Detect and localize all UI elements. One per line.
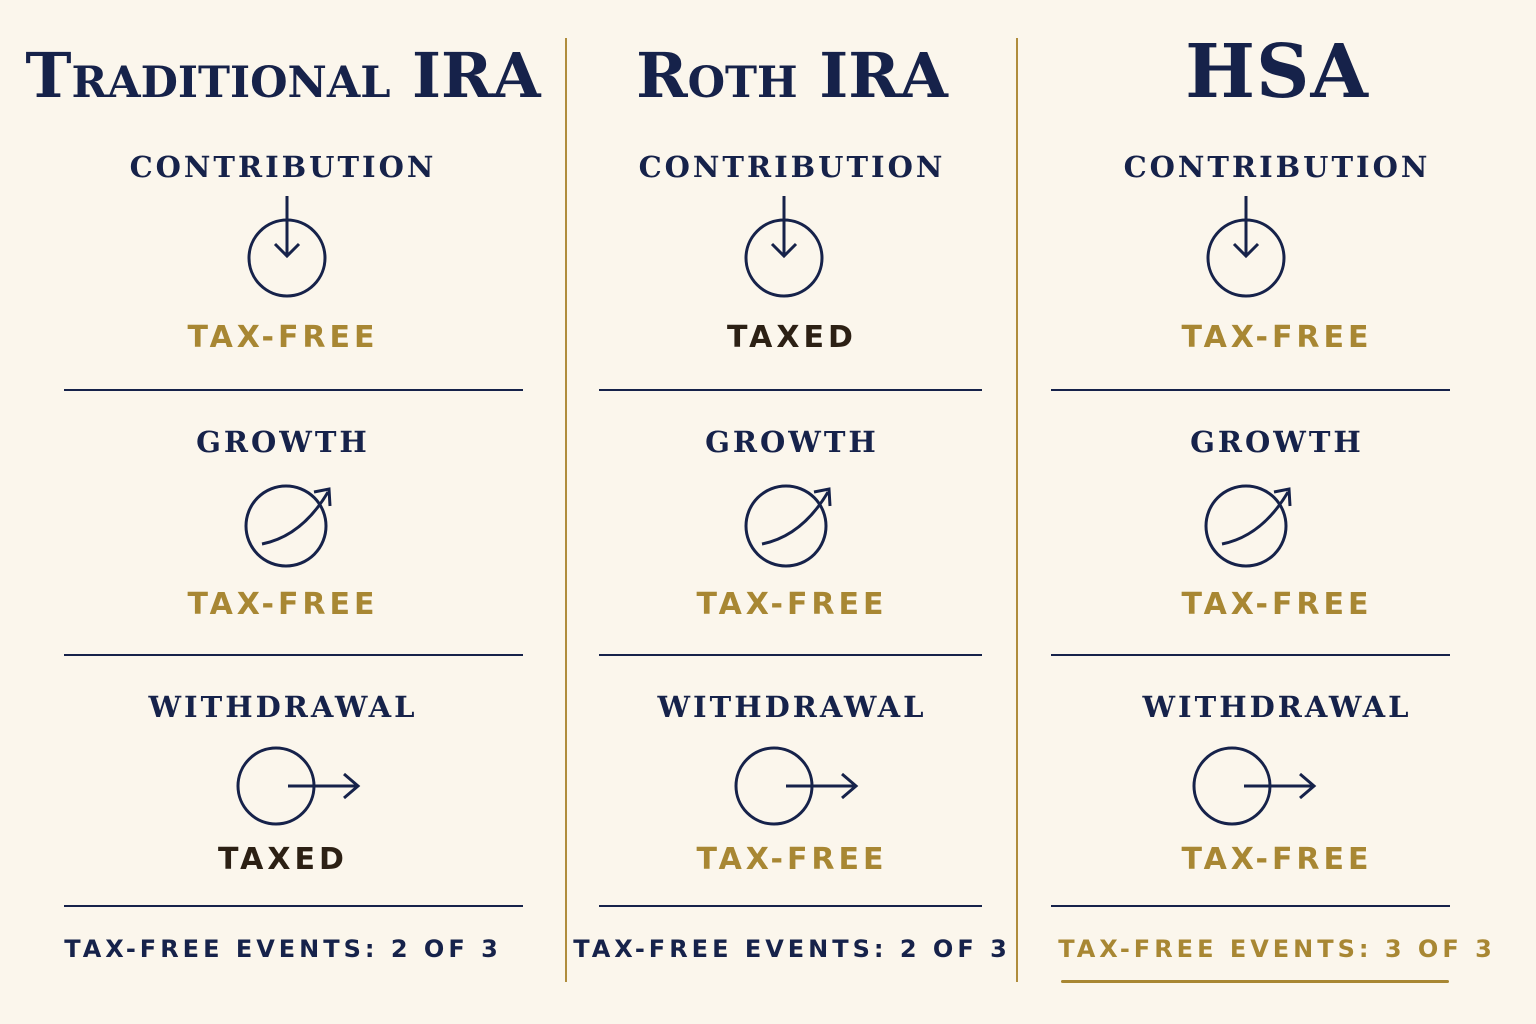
summary-highlight-underline — [1061, 980, 1449, 983]
growth-label: GROWTH — [705, 425, 879, 459]
column-title: Roth IRA — [636, 39, 948, 112]
growth-arrow-circle-icon — [740, 482, 840, 572]
contribution-label: CONTRIBUTION — [638, 150, 946, 184]
contribution-status: TAX-FREE — [187, 320, 379, 355]
contribution-status: TAX-FREE — [1181, 320, 1373, 355]
section-divider — [599, 389, 982, 391]
section-divider — [1051, 654, 1450, 656]
column-title: Traditional IRA — [25, 39, 541, 112]
tax-free-events-summary: TAX-FREE EVENTS: 2 OF 3 — [64, 935, 502, 963]
withdrawal-label: WITHDRAWAL — [148, 690, 418, 724]
growth-label: GROWTH — [1190, 425, 1364, 459]
right-arrow-out-of-circle-icon — [732, 742, 862, 830]
down-arrow-into-circle-icon — [740, 192, 828, 304]
withdrawal-status: TAX-FREE — [696, 842, 888, 877]
withdrawal-status: TAXED — [218, 842, 348, 877]
growth-status: TAX-FREE — [187, 587, 379, 622]
right-arrow-out-of-circle-icon — [234, 742, 364, 830]
column-hsa — [1018, 0, 1536, 1024]
column-title: HSA — [1185, 29, 1369, 115]
section-divider — [1051, 389, 1450, 391]
section-divider — [64, 654, 523, 656]
withdrawal-label: WITHDRAWAL — [1142, 690, 1412, 724]
tax-free-events-summary: TAX-FREE EVENTS: 2 OF 3 — [573, 935, 1011, 963]
section-divider — [1051, 905, 1450, 907]
growth-label: GROWTH — [196, 425, 370, 459]
growth-status: TAX-FREE — [696, 587, 888, 622]
section-divider — [64, 389, 523, 391]
contribution-status: TAXED — [727, 320, 857, 355]
growth-arrow-circle-icon — [240, 482, 340, 572]
down-arrow-into-circle-icon — [243, 192, 331, 304]
section-divider — [599, 905, 982, 907]
column-traditional-ira — [0, 0, 566, 1024]
right-arrow-out-of-circle-icon — [1190, 742, 1320, 830]
column-roth-ira — [566, 0, 1018, 1024]
tax-free-events-summary: TAX-FREE EVENTS: 3 OF 3 — [1058, 935, 1496, 963]
contribution-label: CONTRIBUTION — [129, 150, 437, 184]
down-arrow-into-circle-icon — [1202, 192, 1290, 304]
contribution-label: CONTRIBUTION — [1123, 150, 1431, 184]
withdrawal-status: TAX-FREE — [1181, 842, 1373, 877]
growth-arrow-circle-icon — [1200, 482, 1300, 572]
section-divider — [64, 905, 523, 907]
withdrawal-label: WITHDRAWAL — [657, 690, 927, 724]
growth-status: TAX-FREE — [1181, 587, 1373, 622]
section-divider — [599, 654, 982, 656]
